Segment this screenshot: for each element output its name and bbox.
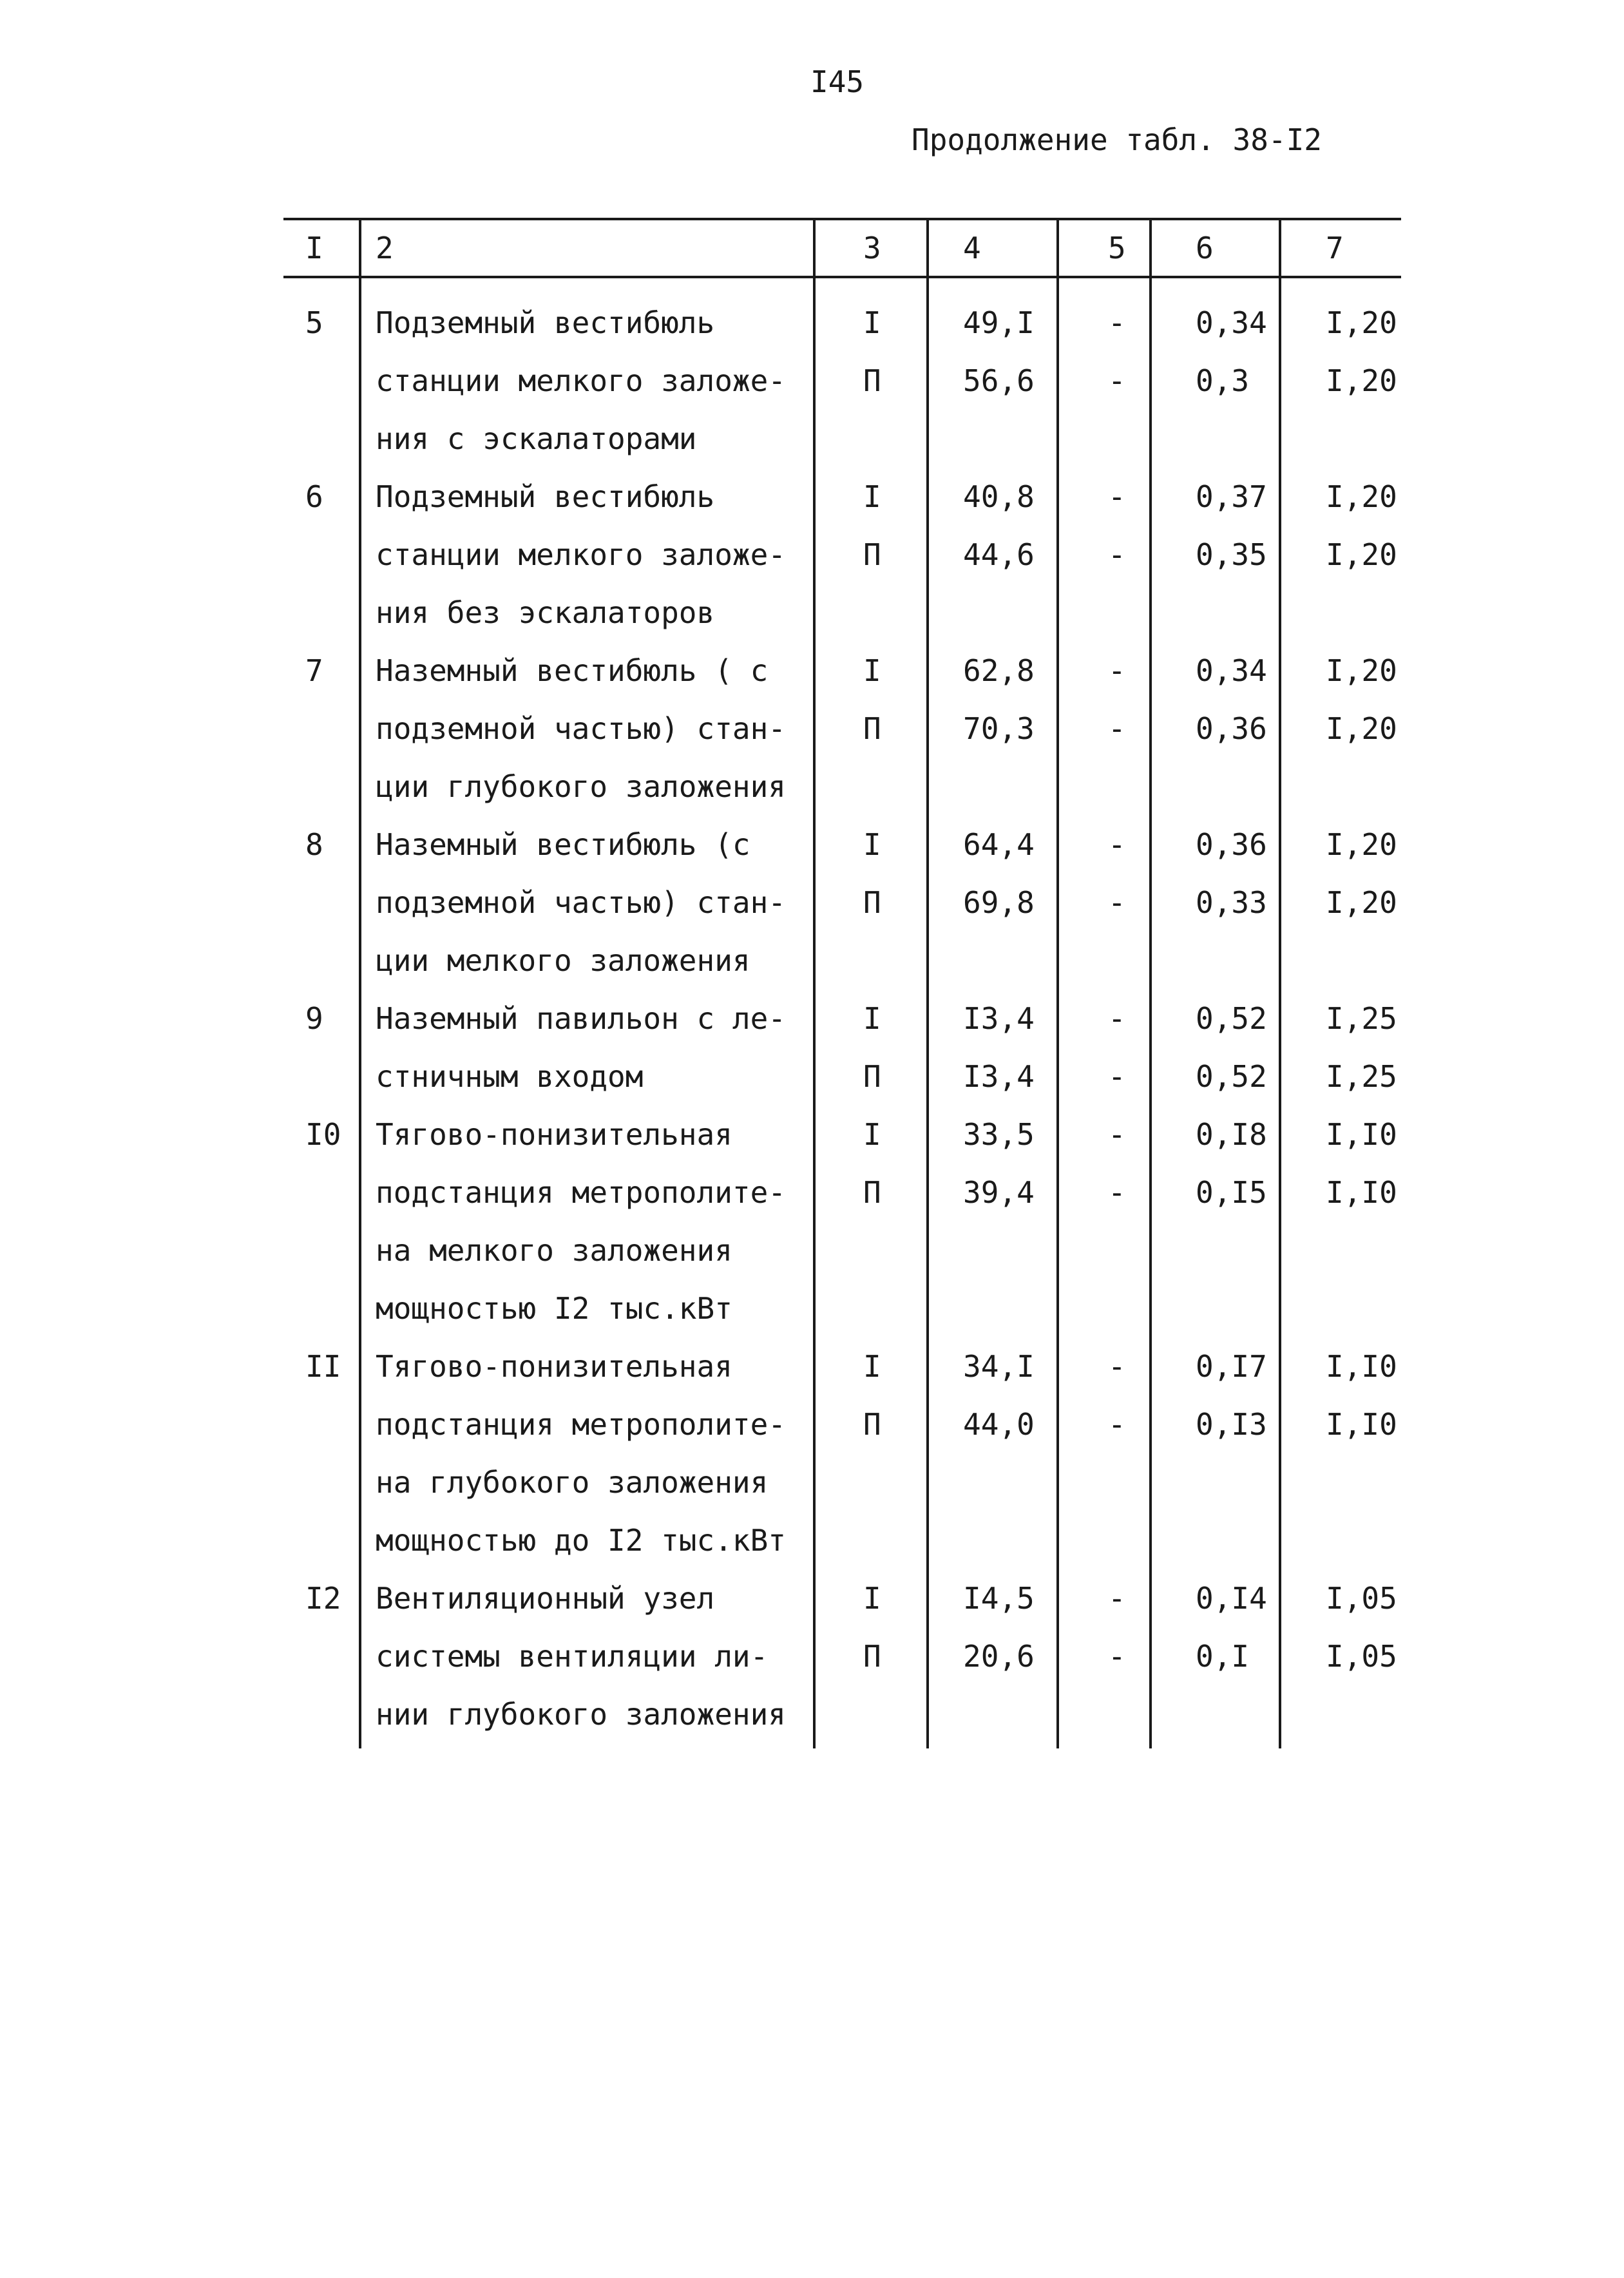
row-description: Наземный вестибюль ( с [376, 653, 769, 688]
row-description: Подземный вестибюль [376, 305, 715, 340]
row-value-4: 44,0 [963, 1407, 1035, 1442]
row-value-5: - [1108, 1349, 1126, 1384]
table-row [0, 885, 1624, 926]
header-col-6: 6 [1196, 231, 1214, 265]
row-value-6: 0,35 [1196, 537, 1267, 572]
row-value-5: - [1108, 1639, 1126, 1674]
row-description: Подземный вестибюль [376, 479, 715, 514]
row-category: I [863, 1117, 881, 1152]
row-number: 5 [305, 305, 323, 340]
row-category: I [863, 1349, 881, 1384]
row-value-5: - [1108, 653, 1126, 688]
table-row [0, 1581, 1624, 1622]
row-value-4: I3,4 [963, 1001, 1035, 1036]
row-value-7: I,25 [1326, 1001, 1397, 1036]
row-category: I [863, 1001, 881, 1036]
table-row [0, 479, 1624, 521]
row-number: I0 [305, 1117, 341, 1152]
row-value-4: 20,6 [963, 1639, 1035, 1674]
table-row [0, 1639, 1624, 1680]
table-row [0, 1349, 1624, 1390]
row-value-7: I,05 [1326, 1639, 1397, 1674]
row-description: станции мелкого заложе- [376, 363, 786, 398]
row-category: П [863, 1407, 881, 1442]
row-value-6: 0,I3 [1196, 1407, 1267, 1442]
table-row [0, 421, 1624, 463]
row-value-6: 0,52 [1196, 1001, 1267, 1036]
row-description: подстанция метрополите- [376, 1407, 786, 1442]
row-category: П [863, 1059, 881, 1094]
row-number: 9 [305, 1001, 323, 1036]
table-row [0, 1291, 1624, 1332]
row-value-5: - [1108, 363, 1126, 398]
table-row [0, 769, 1624, 810]
row-description: подземной частью) стан- [376, 885, 786, 920]
row-value-7: I,20 [1326, 885, 1397, 920]
row-value-7: I,I0 [1326, 1407, 1397, 1442]
header-col-2: 2 [376, 231, 394, 265]
row-value-5: - [1108, 1581, 1126, 1616]
header-col-5: 5 [1108, 231, 1126, 265]
row-description: Наземный вестибюль (с [376, 827, 750, 862]
table-row [0, 595, 1624, 636]
row-category: I [863, 653, 881, 688]
row-value-7: I,I0 [1326, 1175, 1397, 1210]
row-value-4: 69,8 [963, 885, 1035, 920]
row-value-4: 39,4 [963, 1175, 1035, 1210]
row-value-7: I,20 [1326, 363, 1397, 398]
row-description: Тягово-понизительная [376, 1349, 732, 1384]
row-category: I [863, 479, 881, 514]
row-value-4: I4,5 [963, 1581, 1035, 1616]
table-row [0, 1407, 1624, 1448]
row-value-7: I,20 [1326, 653, 1397, 688]
row-value-6: 0,34 [1196, 305, 1267, 340]
table-row [0, 1523, 1624, 1564]
table-row [0, 1699, 1624, 1738]
row-number: I2 [305, 1581, 341, 1616]
row-value-7: I,20 [1326, 305, 1397, 340]
table-continuation-caption: Продолжение табл. 38-I2 [912, 122, 1322, 157]
row-value-5: - [1108, 1059, 1126, 1094]
row-description: Вентиляционный узел [376, 1581, 715, 1616]
row-category: П [863, 537, 881, 572]
row-value-6: 0,I [1196, 1639, 1250, 1674]
table-header-rule [283, 276, 1401, 278]
row-value-6: 0,36 [1196, 827, 1267, 862]
row-value-6: 0,36 [1196, 711, 1267, 746]
row-description: на мелкого заложения [376, 1233, 732, 1268]
table-row [0, 1001, 1624, 1042]
row-value-4: 40,8 [963, 479, 1035, 514]
table-row [0, 1233, 1624, 1274]
row-description: стничным входом [376, 1059, 644, 1094]
row-value-5: - [1108, 479, 1126, 514]
row-category: I [863, 305, 881, 340]
row-value-5: - [1108, 1117, 1126, 1152]
row-value-4: 49,I [963, 305, 1035, 340]
row-value-5: - [1108, 885, 1126, 920]
row-value-4: 33,5 [963, 1117, 1035, 1152]
row-value-5: - [1108, 1407, 1126, 1442]
row-value-6: 0,I4 [1196, 1581, 1267, 1616]
row-value-7: I,05 [1326, 1581, 1397, 1616]
row-description: подземной частью) стан- [376, 711, 786, 746]
table-row [0, 305, 1624, 347]
row-value-4: 34,I [963, 1349, 1035, 1384]
row-number: 6 [305, 479, 323, 514]
row-value-5: - [1108, 1001, 1126, 1036]
row-number: II [305, 1349, 341, 1384]
row-description: ния с эскалаторами [376, 421, 697, 456]
row-value-4: 44,6 [963, 537, 1035, 572]
table-row [0, 537, 1624, 579]
row-category: П [863, 1639, 881, 1674]
row-value-7: I,20 [1326, 479, 1397, 514]
row-value-6: 0,I8 [1196, 1117, 1267, 1152]
row-value-6: 0,34 [1196, 653, 1267, 688]
row-value-4: 70,3 [963, 711, 1035, 746]
row-value-4: 64,4 [963, 827, 1035, 862]
row-value-6: 0,52 [1196, 1059, 1267, 1094]
row-value-5: - [1108, 305, 1126, 340]
row-category: П [863, 363, 881, 398]
header-col-1: I [305, 231, 323, 265]
row-value-5: - [1108, 827, 1126, 862]
row-value-6: 0,33 [1196, 885, 1267, 920]
row-value-6: 0,3 [1196, 363, 1250, 398]
table-row [0, 1059, 1624, 1100]
header-col-3: 3 [863, 231, 881, 265]
row-description: Наземный павильон с ле- [376, 1001, 786, 1036]
row-value-7: I,20 [1326, 711, 1397, 746]
row-value-6: 0,I7 [1196, 1349, 1267, 1384]
row-value-6: 0,I5 [1196, 1175, 1267, 1210]
row-description: ции мелкого заложения [376, 943, 750, 978]
table-row [0, 653, 1624, 694]
row-description: мощностью I2 тыс.кВт [376, 1291, 732, 1326]
row-value-7: I,20 [1326, 537, 1397, 572]
row-category: I [863, 827, 881, 862]
row-description: нии глубокого заложения [376, 1697, 786, 1732]
table-row [0, 363, 1624, 405]
header-col-4: 4 [963, 231, 981, 265]
header-col-7: 7 [1326, 231, 1344, 265]
row-number: 8 [305, 827, 323, 862]
page-number: I45 [810, 64, 865, 99]
row-description: ния без эскалаторов [376, 595, 715, 630]
row-value-4: 62,8 [963, 653, 1035, 688]
row-description: на глубокого заложения [376, 1465, 769, 1500]
table-top-rule [283, 218, 1401, 220]
row-category: П [863, 711, 881, 746]
table-row [0, 1175, 1624, 1216]
table-row [0, 1117, 1624, 1158]
row-description: мощностью до I2 тыс.кВт [376, 1523, 786, 1558]
row-value-6: 0,37 [1196, 479, 1267, 514]
row-value-7: I,I0 [1326, 1117, 1397, 1152]
row-number: 7 [305, 653, 323, 688]
row-description: ции глубокого заложения [376, 769, 786, 804]
row-category: П [863, 885, 881, 920]
row-category: П [863, 1175, 881, 1210]
row-category: I [863, 1581, 881, 1616]
table-row [0, 827, 1624, 868]
row-value-5: - [1108, 537, 1126, 572]
row-description: Тягово-понизительная [376, 1117, 732, 1152]
row-value-7: I,20 [1326, 827, 1397, 862]
row-value-4: 56,6 [963, 363, 1035, 398]
row-value-5: - [1108, 1175, 1126, 1210]
row-value-4: I3,4 [963, 1059, 1035, 1094]
table-row [0, 1465, 1624, 1506]
row-value-7: I,25 [1326, 1059, 1397, 1094]
row-description: подстанция метрополите- [376, 1175, 786, 1210]
row-value-7: I,I0 [1326, 1349, 1397, 1384]
row-description: станции мелкого заложе- [376, 537, 786, 572]
row-value-5: - [1108, 711, 1126, 746]
table-row [0, 943, 1624, 984]
table-row [0, 711, 1624, 752]
row-description: системы вентиляции ли- [376, 1639, 769, 1674]
